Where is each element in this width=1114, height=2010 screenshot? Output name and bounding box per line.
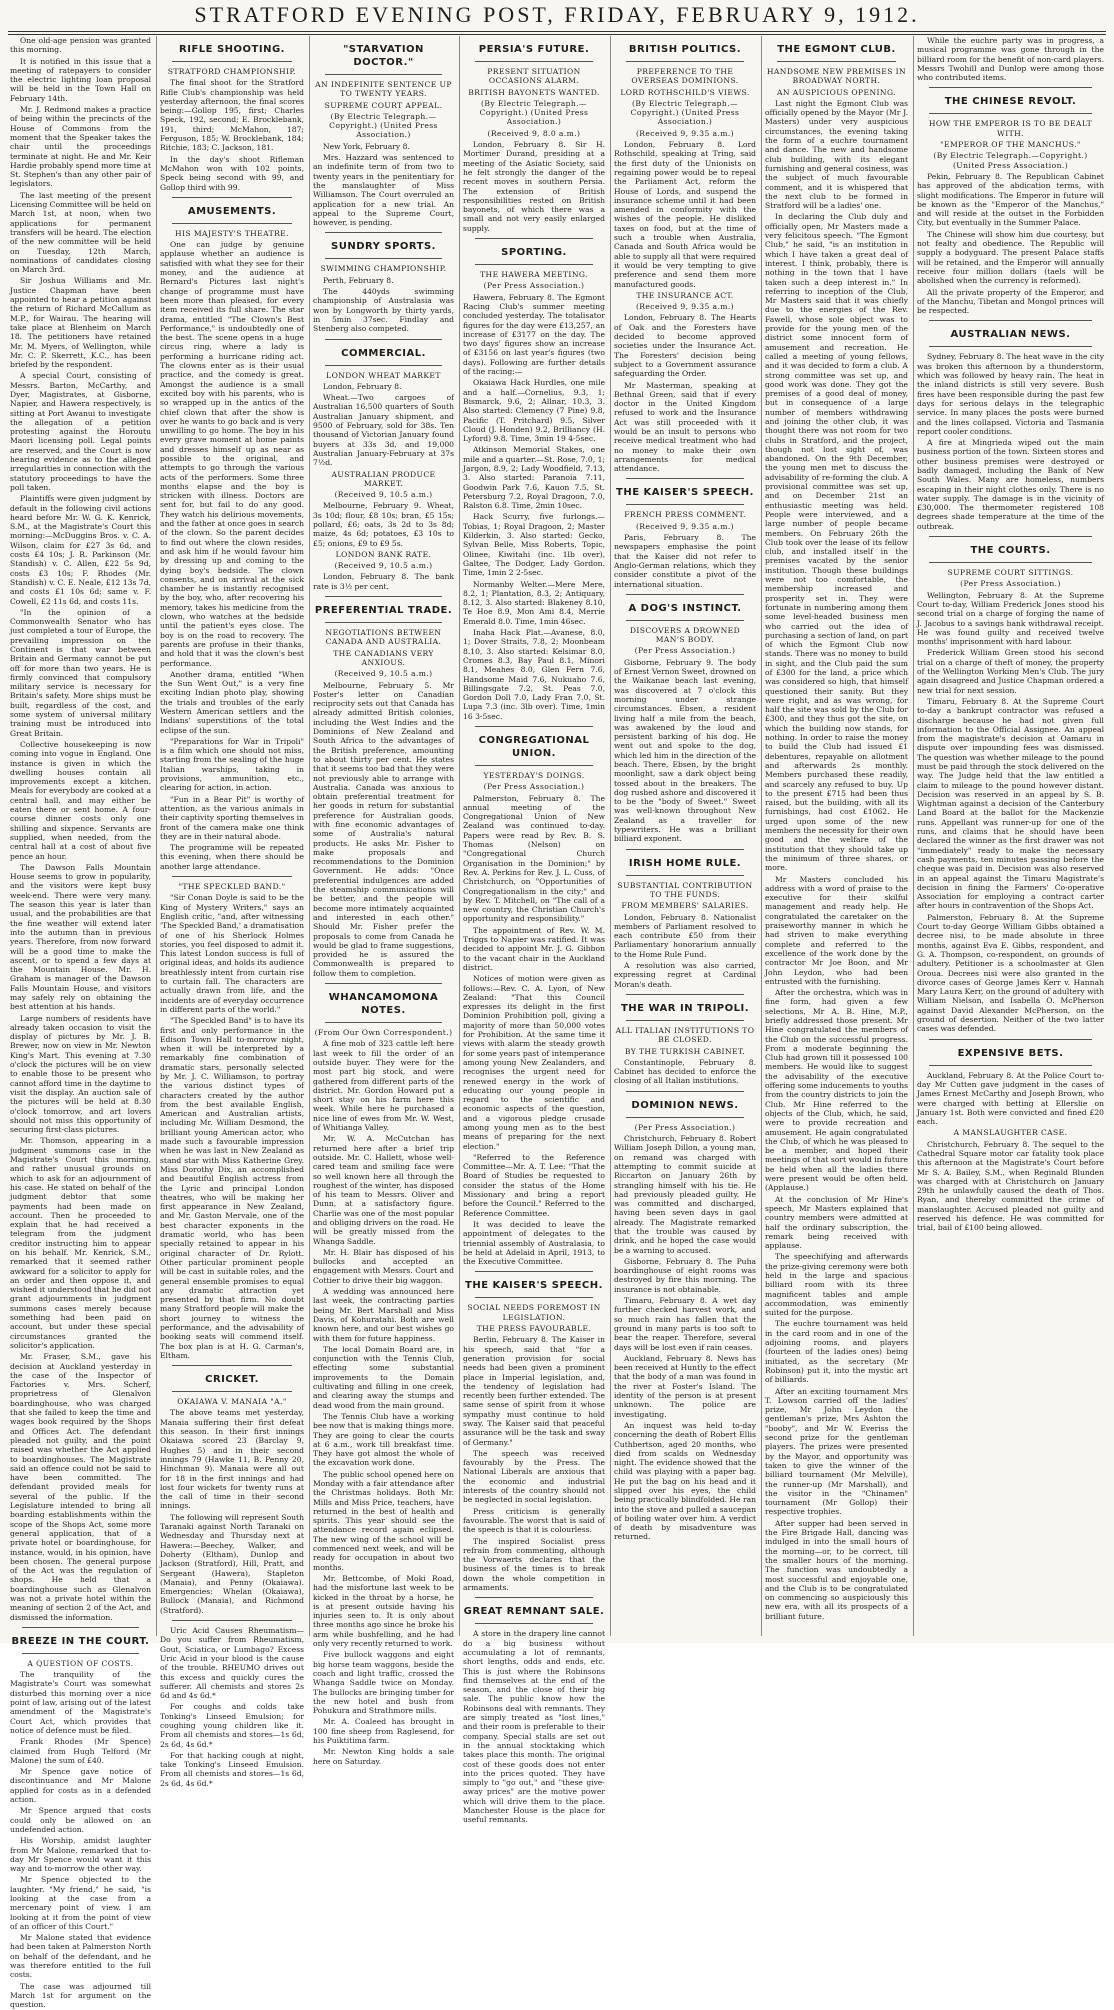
article-paragraph: London, February 8. Sir H. Mortimer Durand, presiding at a meeting of the Asiatic Society, said he felt strongly the danger of the recent moves in southern Persia. The extension of British responsibilities rested on British bayonets, of which there was a small and not very easily enlarged supply. bbox=[463, 140, 605, 233]
article-subhead: STRATFORD CHAMPIONSHIP. bbox=[167, 67, 297, 76]
article-subhead: SUPREME COURT SITTINGS. bbox=[947, 568, 1074, 578]
article-headline: AUSTRALIAN NEWS. bbox=[950, 329, 1071, 341]
section-rule bbox=[777, 61, 896, 62]
article-paragraph: Constantinople, February 8. Cabinet has decided to enforce the closing of all Italian institutions. bbox=[614, 1057, 756, 1086]
article-subhead: FRENCH PRESS COMMENT. bbox=[624, 510, 746, 520]
section-rule bbox=[626, 504, 744, 505]
article-paragraph: "Fun in a Bear Pit" is worthy of attention, as the various animals in their captivity sporting themselves in front of the camera make one think they are in their natural abode. bbox=[160, 794, 304, 841]
article-paragraph: "In the opinion of a Commonwealth Senator who has just completed a tour of Europe, the prevailing impression on the Continent is that war between Britain and Germany cannot be put off for more than two years. He is firmly convinced that compulsory military service is necessary for Britain's safety. More ships must be built, regardless of the cost, and some system of universal military training must be introduced into Great Britain. bbox=[10, 607, 151, 738]
section-rule bbox=[626, 620, 744, 621]
article-paragraph: Mr Malone stated that evidence had been taken at Palmerston North on behalf of the defendant, and he was therefore entitled to the full costs. bbox=[10, 1933, 151, 1980]
article-subhead: NEGOTIATIONS BETWEEN CANADA AND AUSTRALIA. bbox=[325, 628, 442, 647]
article-paragraph: Uric Acid Causes Rheumatism—Do you suffer from Rheumatism, Gout, Sciatica, or Lumbago? Excess Uric Acid in your blood is the cause of the trouble. RHEUMO drives out this excess and quickly cures the sufferer. All chemists and stores 2s 6d and 4s 6d.* bbox=[160, 1626, 304, 1701]
article-subhead: (Received 9, 10.5 a.m.) bbox=[334, 669, 433, 679]
article-subhead: DISCOVERS A DROWNED MAN'S BODY. bbox=[629, 625, 741, 645]
article-paragraph: Frederick William Green stood his second trial on a charge of theft of money, the property of the Wellington Working Men's Club. The jury again disagreed and Justice Chapman ordered a new trial for next session. bbox=[917, 648, 1104, 695]
article-paragraph: The speechifying and afterwards the prize-giving ceremony were both held in the large and spacious billiard room with its three magnificent tables and ample accommodation, was eminently suited for the purpose. bbox=[765, 1252, 908, 1318]
article-headline: IRISH HOME RULE. bbox=[628, 857, 742, 869]
article-headline: SUNDRY SPORTS. bbox=[331, 241, 436, 253]
column-1 bbox=[10, 36, 151, 2010]
article-paragraph: Normanby Welter.—Mere Mere, 8.2, 1; Plantation, 8.3, 2; Antiquary, 8.12, 3. Also started: Blakeney 8.10, Te Hoe 8.9, Mon Ami 8.4, Merrie Emerald 8.0. Time, 1min 46sec. bbox=[463, 579, 605, 626]
article-paragraph: Sir Joshua Williams and Mr. Justice Chapman have been appointed to hear a petition against the return of Richard McCallum as M.P., for Wairau. The hearing will take place at Blenheim on March 18. The petitioners have retained Mr. M. Myers, of Wellington, while Mr. C. P. Skerrett, K.C., has been briefed by the respondent. bbox=[10, 276, 151, 370]
article-paragraph: Frank Rhodes (Mr Spence) claimed from Hugh Telford (Mr Malone) the sum of £40. bbox=[10, 1737, 151, 1765]
article-paragraph: Wheat.—Two cargoes of Australian 16,500 quarters of South Australian January shipment, and 9500 of February, sold for 38s. Ten thousand of Victorian January found buyers at 33s 3d, and 19,000 Australian January-February at 37s 7½d. bbox=[313, 393, 454, 468]
article-paragraph: A fine mob of 323 cattle left here last week to fill the order of an outside buyer. They were for the most part big stock, and were gathered from different parts of the district. Mr. Gordon Howard put a short stay on his farm here this week. While here he purchased a nice line of ewes from Mr. W. West, of Whitianga Valley. bbox=[313, 1039, 454, 1133]
article-paragraph: The tranquility of the Magistrate's Court was somewhat disturbed this morning over a nice point of law, arising out of the latest amendment of the Magistrate's Court Act, which provides that notice of defence must be filed. bbox=[10, 1670, 151, 1735]
article-paragraph: A special Court, consisting of Messrs. Barton, McCarthy, and Dyer, Magistrates, at Gisborne, Napier, and Hawera respectively, is sitting at Port Awanui to investigate the allegation of a petition protesting against the Horoutu Maori licensing poll. Legal points are reserved, and the Court is now hearing evidence as to the alleged irregularities in connection with the statutory proceedings to have the poll taken. bbox=[10, 371, 151, 492]
article-subhead: (Per Press Association.) bbox=[960, 579, 1061, 589]
article-paragraph: Mr Spence gave notice of discontinuance and Mr Malone applied for costs as in a defended action. bbox=[10, 1767, 151, 1805]
article-subhead: (Per Press Association.) bbox=[634, 1122, 736, 1132]
article-paragraph: After an exciting tournament Mrs T. Lowson carried off the ladies' prize, Mr John Leydon the gentleman's prize, Mrs Ashton the "booby", and Mr W. Everiss the second prize for the gentleman players. The prizes were presented by the Mayor, and opportunity was taken to give the winner of the billiard tournament (Mr Melville), the runner-up (Mr Marshall), and the visitor in the "Chinamen" tournament (Mr Gollop) their respective trophies. bbox=[765, 1386, 908, 1517]
section-rule bbox=[22, 1627, 139, 1628]
article-subhead: (Received 9, 9.35 a.m.) bbox=[635, 128, 735, 138]
section-rule bbox=[929, 1065, 1092, 1066]
article-paragraph: A store in the drapery line cannot do a big business without accumulating a lot of remnants, short lengths, odds and ends, etc. This is just where the Robinsons find themselves at the end of the season, and the close of their big sale. The public know how the Robinsons deal with remnants. They are simply treated as "lost lines," and their room is preferable to their company. Special stalls are set out in the annual stocktaking which takes place this month. The original cost of these goods does not enter into the prices quoted. They have simply to "go out," and "these give-away prices" are the motive power which will drive them to the place. Manchester House is the place for useful remnants. bbox=[463, 1629, 605, 1825]
article-paragraph: Collective housekeeping is now coming into vogue in England. One instance is given in which the dwelling houses contain all improvements except a kitchen. Meals for everybody are cooked at a central hall, and may either be eaten there or sent home. A four-course dinner costs only one shilling and sixpence. Servants are supplied, when needed, from the central hall at a cost of about five pence an hour. bbox=[10, 739, 151, 861]
article-paragraph: The inspired Socialist press refrain from commenting, although the Vorwaerts declares that the business of the times is to break down the whole competition in armaments. bbox=[463, 1536, 605, 1593]
article-paragraph: London, February 8. Nationalist members of Parliament resolved to each contribute £50 from their Parliamentary honorarium annually to the Home Rule Fund. bbox=[614, 912, 756, 959]
article-paragraph: Sydney, February 8. The heat wave in the city was broken this afternoon by a thunderstorm, which was followed by heavy rain. The heat in the inland districts is still very severe. Bush fires have been responsible during the past few days for serious delays in the telegraphic service. In many places the posts were burned and the lines collapsed. Victoria and Tasmania report cooler conditions. bbox=[917, 352, 1104, 436]
article-subhead: (By Electric Telegraph.—Copyright.) (United Press Association.) bbox=[933, 151, 1088, 170]
column-4 bbox=[463, 36, 605, 1825]
article-headline: AMUSEMENTS. bbox=[187, 205, 277, 217]
section-rule bbox=[325, 232, 442, 233]
article-paragraph: Mrs. Hazzard was sentenced to an indefinite term of from two to twenty years in the penitentiary for the manslaughter of Miss Williamson. The Court overruled an application for a new trial. An appeal to the Supreme Court, however, is pending. bbox=[313, 153, 454, 228]
article-paragraph: The case was adjourned till March 1st for argument on the question. bbox=[10, 1981, 151, 2010]
article-subhead: THE HAWERA MEETING. bbox=[480, 270, 588, 280]
section-rule bbox=[172, 223, 292, 224]
section-rule bbox=[325, 1022, 442, 1023]
article-headline: PERSIA'S FUTURE. bbox=[478, 44, 590, 55]
section-rule bbox=[325, 339, 442, 340]
article-subhead: SUBSTANTIAL CONTRIBUTION TO THE FUNDS. bbox=[617, 880, 753, 899]
article-paragraph: Hawera, February 8. The Egmont Racing Club's summer meeting concluded yesterday. The totalisator figures for the day were £13,257, an increase of £3177 on the day. The two days' figures show an increase of £3156 on last year's figures (two days). Following are further details of the racing:— bbox=[463, 292, 605, 377]
article-paragraph: The public school opened here on Monday with a fair attendance after the Christmas holidays. Both Mr. Mills and Miss Price, teachers, have returned in the best of health and spirits. This year should see the attendance record again eclipsed. The new wing of the school will be commenced next week, and will be ready for occupation in about two months. bbox=[313, 1469, 454, 1572]
article-paragraph: "Sir Conan Doyle is said to be the King of Mystery Writers," says an English critic, "and, after witnessing 'The Speckled Band,' a dramatisation of one of his Sherlock Holmes stories, you feel disposed to admit it. This latest London success is full of original ideas, and holds its audience breathlessly intent from curtain rise to curtain fall. The characters are actually drawn from life, and the incidents are of everyday occurrence in different parts of the world." bbox=[160, 893, 304, 1014]
article-subhead: BY THE TURKISH CABINET. bbox=[624, 1046, 746, 1056]
article-subhead: THE CANADIANS VERY ANXIOUS. bbox=[333, 648, 434, 667]
article-paragraph: The Tennis Club have a working bee now that is making things more. They are going to clear the courts at 6 a.m., work till breakfast time. They have got almost the whole of the excavation work done. bbox=[313, 1411, 454, 1468]
article-subhead: AN INDEFINITE SENTENCE UP TO TWENTY YEARS. bbox=[315, 80, 452, 99]
article-paragraph: Another drama, entitled "When the Sun Went Out," is a very fine exciting Indian photo play, showing the trials and troubles of the early Western American settlers and the Indians' superstitions of the total eclipse of the sun. bbox=[160, 669, 304, 735]
article-paragraph: The speech was received favourably by the Press. The National Liberals are anxious that the economic and industrial interests of the country should not be neglected in social legislation. bbox=[463, 1448, 605, 1505]
section-rule bbox=[325, 983, 442, 984]
article-paragraph: Inaha Hack Plat.—Avanese, 8.0, 1; Dover Straits, 7.8, 2; Moonbeam 8.10, 3. Also started: Kelsimar 8.0, Cromes 8.3, Bay Paul 8.1, Minori 8.1, Meahes 8.0, Glen Fern 7.6, Handsome Maid 7.6, Nukuaho 7.6, Billingsgate 7.2, St. Peas 7.0, Gordon Doll 7.0, Lady Fran 7.0, St. Lupa 7.3 (inc. 3lb over). Time, 1min 16 3-5sec. bbox=[463, 628, 605, 721]
article-paragraph: Last night the Egmont Club was officially opened by the Mayor (Mr J. Masters) under very auspicious circumstances, the evening taking the form of a euchre tournament and dance. The new and handsome club building, with its elegant furnishing and general cosiness, was the subject of much favourable comment, and it is whispered that the next club to be formed in Stratford will be a ladies' one. bbox=[765, 98, 908, 211]
article-paragraph: Mr Spence argued that costs could only be allowed on an undefended action. bbox=[10, 1806, 151, 1834]
article-paragraph: It was decided to leave the appointment of delegates to the triennial assembly of Australasia, to be held at Adelaid in April, 1913, to the Executive Committee. bbox=[463, 1219, 605, 1267]
section-rule bbox=[172, 197, 292, 198]
masthead-rule-lower bbox=[8, 34, 1106, 35]
article-paragraph: Berlin, February 8. The Kaiser in his speech, said that "for a generation provision for social needs had been given a prominent place in Imperial legislation, and, the tendency of legislation had recently been further extended. The same sense of spirit from it whose sympathy must continue to hold sway. The Kaiser said that peaceful assurance will be the task and sway of Germany." bbox=[463, 1335, 605, 1447]
article-paragraph: Large numbers of residents have already taken occasion to visit the display of pictures by Mr. J. B. Brewer, now on view in Mr. Newton King's Mart. This evening at 7.30 o'clock the pictures will be on view to enable those to be present who cannot afford time in the daytime to visit the display. An auction sale of the pictures will be held at 8.30 o'clock tomorrow, and art lovers should not miss this opportunity of securing first-class pictures. bbox=[10, 1013, 151, 1135]
article-subhead: SOCIAL NEEDS FOREMOST IN LEGISLATION. bbox=[467, 1303, 601, 1322]
article-headline: EXPENSIVE BETS. bbox=[957, 1047, 1064, 1059]
article-paragraph: Mr. J. Redmond makes a practice of being within the precincts of the House of Commons from the moment that the Speaker takes the chair until the proceedings terminate at night. He and Mr. Keir Hardie probably spend more time at St. Stephen's than any other pair of legislators. bbox=[10, 105, 151, 189]
article-headline: DOMINION NEWS. bbox=[631, 1099, 739, 1111]
article-headline: BREEZE IN THE COURT. bbox=[11, 1635, 150, 1647]
article-paragraph: Mr. A. Coaleed has brought in 100 fine sheep from Raglesend, for his Puiktitima farm. bbox=[313, 1717, 454, 1746]
article-subhead: (Received 9, 9.35 a.m.) bbox=[635, 302, 735, 312]
article-paragraph: Timaru, February 8. At the Supreme Court to-day a bankrupt contractor was refused a discharge because he had not given full information to the Official Assignee. An appeal from the magistrate's decision at Oamaru in dispute over impounding fees was dismissed. The question was whether mileage to the pound must be paid through the stock delivered on the way. The Judge held that the law entitled a claim to mileage to the pound however distant. Decision was reserved in an appeal by S. B. Wightman against a decision of the Canterbury Land Board at the ballot for the Mackenzie runs. Appellant was runner-up for one of the runs, and claims that he should have been declared the winner as the first drawer was not "immediately" ready to make the necessary cash payments, ten minutes passing before the cheque was paid in. Decision was also reserved in an appeal against the Timaru Magistrate's decision in fining the Farmers' Co-operative Association for employing a contract carter after hours in contravention of the Shops Act. bbox=[917, 696, 1104, 911]
article-headline: THE EGMONT CLUB. bbox=[777, 44, 896, 55]
article-subhead: HANDSOME NEW PREMISES IN BROADWAY NORTH. bbox=[766, 67, 907, 86]
article-subhead: AN AUSPICIOUS OPENING. bbox=[777, 87, 896, 97]
section-rule bbox=[626, 1091, 744, 1092]
article-subhead: "EMPEROR OF THE MANCHUS." bbox=[940, 140, 1081, 150]
column-divider bbox=[459, 36, 460, 1636]
article-paragraph: Press criticism is generally favourable. The worst that is said of the speech is that it is colourless. bbox=[463, 1506, 605, 1535]
article-headline: GREAT REMNANT SALE. bbox=[463, 1606, 605, 1618]
article-paragraph: Hack Scurry, five furlongs.—Tobias, 1; Royal Dragoon, 2; Master Kilderkin, 3. Also started: Gecko, Sylvan Belle, Miss Roberts, Topic, Olinee, Kiwitahi (inc. 1lb over), Galtee, The Dodger, Lady Gordon. Time, 1min 2 2-5sec. bbox=[463, 512, 605, 578]
article-subhead: HIS MAJESTY'S THEATRE. bbox=[175, 228, 289, 238]
section-rule bbox=[475, 726, 593, 727]
article-paragraph: Paris, February 8. The newspapers emphasise the point that the Kaiser did not refer to Anglo-German relations, which they consider constitute a pivot of the international situation. bbox=[614, 533, 756, 589]
article-paragraph: London, February 8. The bank rate is 3½ per cent. bbox=[313, 572, 454, 591]
section-rule bbox=[929, 346, 1092, 347]
article-subhead: PRESENT SITUATION OCCASIONS ALARM. bbox=[487, 67, 581, 86]
article-paragraph: An inquest was held to-day concerning the death of Robert Ellis Cuthbertson, aged 20 months, who died from scalds on Wednesday night. The evidence showed that the child was playing with a paper bag. He put the bag on his head and it slipped over his eyes, the child being practically blindfolded. He ran into the stove and pulled a saucepan of boiling water over him. A verdict of death by misadventure was returned. bbox=[614, 1420, 756, 1542]
section-rule bbox=[325, 622, 442, 623]
article-subhead: SWIMMING CHAMPIONSHIP. bbox=[320, 264, 447, 274]
article-paragraph: "Referred to the Reference Committee—Mr. A. T. Lee: "That the Board of Studies be requested to consider the status of the Home Missionary and bring a report before the Council." Referred to the Reference Committee. bbox=[463, 1152, 605, 1218]
article-paragraph: His Worship, amidst laughter from Mr Malone, remarked that to-day Mr Spence would want it this way and to-morrow the other way. bbox=[10, 1836, 151, 1874]
article-subhead: (Per Press Association.) bbox=[483, 782, 585, 792]
article-paragraph: Pekin, February 8. The Republican Cabinet has approved of the abdication terms, with slight modifications. The Emperor in future will be known as the "Emperor of the Manchus," and will reside at the outset in the Forbidden City, but eventually in the Summer Palace. bbox=[917, 171, 1104, 228]
article-headline: THE WAR IN TRIPOLI. bbox=[620, 1002, 750, 1014]
article-subhead: (By Electric Telegraph.—Copyright.) (United Press Association.) bbox=[630, 98, 740, 127]
section-rule bbox=[172, 1391, 292, 1392]
article-paragraph: The 440yds swimming championship of Australasia was won by Longworth by thirty yards, in 5min 37sec. Findlay and Stenberg also competed. bbox=[313, 287, 454, 334]
section-rule bbox=[325, 74, 442, 75]
article-headline: BRITISH POLITICS. bbox=[628, 44, 742, 55]
section-rule bbox=[929, 1039, 1092, 1040]
article-paragraph: Gisborne, February 8. The Puha boardinghouse of eight rooms was destroyed by fire this morning. The insurance is not obtainable. bbox=[614, 1256, 756, 1294]
section-rule bbox=[475, 1271, 593, 1272]
article-paragraph: Mr. Bettcombe, of Moki Road, had the misfortune last week to be kicked in the throat by a horse, he is at present outside having his injuries seen to. It is only about three months ago since he broke his arm while bushfelling, and he had only very recently returned to work. bbox=[313, 1573, 454, 1649]
article-paragraph: The programme will be repeated this evening, when there should be another large attendance. bbox=[160, 843, 304, 871]
section-rule bbox=[325, 596, 442, 597]
section-rule bbox=[172, 61, 292, 62]
article-paragraph: A resolution was also carried, expressing regret at Cardinal Moran's death. bbox=[614, 961, 756, 989]
section-rule bbox=[929, 562, 1092, 563]
section-rule bbox=[475, 238, 593, 239]
article-paragraph: Five bullock waggons and eight big horse team waggons, beside the coach and light traffic, crossed the Whanga Saddle twice on Monday. The bullocks are bringing timber for the new hotel and bush from Pohukura and Strathmore mills. bbox=[313, 1650, 454, 1716]
article-headline: COMMERCIAL. bbox=[341, 347, 426, 359]
article-paragraph: Plaintiffs were given judgment by default in the following civil actions heard before Mr. W. G. K. Kenrick, S.M., at the Magistrate's Court this morning:—McDuggins Bros. v. C. A. Wilson, claim for £27 3s 6d, and costs £4 10s; J. R. Parkinson (Mr. Standish) v. C. Allen, £22 5s 9d, costs £3 10s; F. Rhodes (Mr. Standish) v. C. E. Neale, £12 13s 7d, and costs £1 10s 6d; same v. F. Cowell, £2 11s 6d, and costs 11s. bbox=[10, 494, 151, 606]
article-paragraph: While the euchre party was in progress, a musical programme was gone through in the billiard room for the benefit of non-card players. Messrs Twohill and Dunlop were among those who contributed items. bbox=[917, 36, 1104, 83]
section-rule bbox=[626, 478, 744, 479]
masthead: STRATFORD EVENING POST, FRIDAY, FEBRUARY 9, 1912. bbox=[194, 2, 920, 27]
section-rule bbox=[626, 994, 744, 995]
article-paragraph: Mr. H. Blair has disposed of his bullocks and accepted an engagement with Messrs. Court and Cottier to drive their big waggon. bbox=[313, 1247, 454, 1285]
article-subhead: HOW THE EMPEROR IS TO BE DEALT WITH. bbox=[928, 119, 1093, 138]
article-paragraph: Atkinson Memorial Stakes, one mile and a quarter.—St. Rose, 7.0, 1; Jargon, 8.9, 2; Lady Woodfield, 7.13, 3. Also started: Paranoia 7.11, Goodwin Park 7.6, Kauon 7.5, St. Petersburg 7.2, Royal Dragoon, 7.0, Ralston 6.8. Time, 2min 10sec. bbox=[463, 445, 605, 511]
article-paragraph: Palmerston, February 8. The annual meeting of the Congregational Union of New Zealand was continued to-day. Papers were read by Rev. B. S. Thomas (Nelson) on "Congregational Church Organisation in the Dominion;" by Rev. A. Perkins for Rev. J. L. Cuss, of Christchurch, on "Opportunities of Congregationalism in the city;" and by Rev. T. Mitchell, on "The call of a new country, the Christian Church's opportunity and responsibility." bbox=[463, 793, 605, 924]
section-rule bbox=[172, 1365, 292, 1366]
article-subhead: FROM MEMBERS' SALARIES. bbox=[621, 901, 749, 911]
article-subhead: LONDON BANK RATE. bbox=[335, 549, 432, 559]
section-rule bbox=[626, 1020, 744, 1021]
article-paragraph: London, February 8. The Hearts of Oak and the Foresters have decided to become approved societies under the Insurance Act. The Foresters' decision being subject to a Government assurance safeguarding the Order. bbox=[614, 313, 756, 379]
article-paragraph: Perth, February 8. bbox=[323, 275, 394, 285]
article-paragraph: Timaru, February 8. A wet day further checked harvest work, and so much rain has fallen that the ground in many parts is too soft to bear the reaper. Therefore, several days will be lost even if rain ceases. bbox=[614, 1296, 756, 1352]
section-rule bbox=[626, 875, 744, 876]
column-6 bbox=[765, 36, 908, 1636]
article-paragraph: The last meeting of the present Licensing Committee will be held on March 1st, at noon, when two applications for permanent transfers will be heard. The election of the new committee will be held on Tuesday, 12th March, nominations of candidates closing on March 3rd. bbox=[10, 190, 151, 275]
article-headline: CONGREGATIONAL UNION. bbox=[478, 735, 590, 759]
article-subhead: THE INSURANCE ACT. bbox=[636, 290, 734, 300]
article-paragraph: Auckland, February 8. At the Police Court to-day Mr Cutten gave judgment in the cases of James Ernest McCarthy and Joseph Brown, who were charged with betting at Ellerslie on January 1st. Both were convicted and fined £20 each. bbox=[917, 1070, 1104, 1127]
article-paragraph: Mr. Fraser, S.M., gave his decision at Auckland yesterday in the case of the Inspector of Factories v. Mrs. Scherf, proprietress of Glenalvon boardinghouse, who was charged that she failed to keep the time and wages book required by the Shops and Offices Act. The defendant pleaded not guilty, and the point raised was whether the Act applied to boardinghouses. The Magistrate said an offence could not be said to have been committed. The defendant provided meals for several of the public. If the Legislature intended to bring all boarding establishments within the scope of the Shops Act, some more general application, that of a private hotel or boardinghouse, for instance, would, in his opinion, have been chosen. The general purpose of the Act was the regulation of shops. He held that a boardinghouse such as Glenalvon was not a private hotel within the meaning of section 2 of the Act, and dismissed the information. bbox=[10, 1352, 151, 1622]
article-paragraph: Christchurch, February 8. Robert William Joseph Dillon, a young man, on remand was charged with attempting to commit suicide at Riccarton on January 26th by strangling himself with his tie. He had previously pleaded guilty. He was committed and discharged, having been seven days in gaol already. The Magistrate remarked that the trouble was caused by drink, and he hoped the case would be a warning to accused. bbox=[614, 1134, 756, 1255]
masthead-rule bbox=[8, 31, 1106, 32]
section-rule bbox=[172, 1620, 292, 1621]
article-paragraph: London, February 8. bbox=[323, 381, 402, 391]
article-paragraph: Mr. Newton King holds a sale here on Saturday. bbox=[313, 1747, 454, 1766]
article-paragraph: Notices of motion were given as follows:—Rev. C. A. Lyon, of New Zealand: "That this Council expresses its delight in the first Dominion Prohibition poll, giving a majority of more than 50,000 votes for Prohibition. At the same time it views with alarm the steady growth for some years past of intemperance among young New Zealanders, and recognises the urgent need for renewed energy in the work of educating our young people in regard to the scientific and economic aspects of the question, and a vigorous pledge crusade among young men as to the best means of preparing for the next election." bbox=[463, 974, 605, 1151]
article-subhead: YESTERDAY'S DOINGS. bbox=[483, 771, 585, 780]
article-subhead: AUSTRALIAN PRODUCE MARKET. bbox=[331, 469, 436, 488]
section-rule bbox=[626, 849, 744, 850]
article-paragraph: The appointment of Rev. W. M. Triggs to Napier was ratified. It was decided to appoint Mr. J. G. Gibbon to the vacant chair in the Auckland district. bbox=[463, 925, 605, 972]
article-paragraph: In declaring the Club duly and officially open, Mr Masters made a very felicitous speech. "The Egmont Club," he said, "is an institution in which I have taken a great deal of interest. I think, probably, there is nothing in the town that I have taken such a deep interest in." In referring to inception of the Club, Mr Masters said that it was chiefly due to the energies of the Rev. Fawell, whose sole object was to provide for the young men of the district some innocent form of amusement and recreation. He called a meeting of young fellows, and it was decided to form a club. A strong committee was set up, and good work was done. They got the premises of a good deal of money, but in consequence of a large number of members withdrawing and joining the other club, it was thought there was not room for two clubs in Stratford, and the project, though not lost sight of, was abandoned. On the 9th December, the young men met to discuss the advisability of re-forming the club. A provisional committee was set up, and on December 21st an enthusiastic meeting was held. People were interviewed, and a large number of people became members. On February 26th the Club took over the lease of its fellow club, and installed itself in the premises vacated by the senior institution. Though these buildings were not too comfortable, the membership increased and prosperity set in. They were fortunate in numbering among them some level-headed business men who carried out the idea of purchasing a section of land, on part of which the Egmont Club now stands. There was no money to build in sight, and the Club paid the sum of £300 for the land, a price which was considered so high, that himself questioned their sanity. But they were right, and as was wrong, for half the site was sold by the Club for £300, and they thus got the site, on which the building now stands, for nothing. In order to raise the money to build the Club had issued £1 debentures, repayable on allotment and afterwards 2s monthly. Members purchased these readily, and scarcely any refused to buy. Up to the present £715 had been thus raised, but the building, with all its furnishings, had cost £1062. He urged upon some of the new members the necessity for their own good and the welfare of the institution that they should take up the minimum of three shares, or more. bbox=[765, 212, 908, 873]
article-paragraph: One can judge by genuine applause whether an audience is satisfied with what they see for their money, and the audience at Bernard's Pictures last night's change of programme must have been more than pleased, for every item received its full share. The star drama, entitled "The Clown's Best Performance," is undoubtedly one of the best. The scene opens in a huge circus ring, where a lady is performing a hurricane riding act. The clowns enter as is their usual practice, and the comedy is great. Amongst the audience is a small excited boy with his parents, who is so wrapped up in the antics of the chief clown that after the show is over he wants to go back and is very unwilling to go home. The boy in his every grave moment at home paints and dresses himself up as near as possible to the original, and attempts to go through the various acts of the performers. Some three months elapse and the boy is stricken with illness. Doctors are sent for, but fail to do any good. They watch his delirious movements, and the father at once goes in search of the clown. So the parent decides to find out where the clown resides, and ask him if he would favour him by dressing up and coming to the dying boy's bedside. The clown consents, and on arrival at the sick chamber he is instantly recognised by the boy, who, after recovering his memory, takes his medicine from the clown, who watches at the bedside until the patient's eyes close. The boy is on the road to recovery. The parents are profuse in their thanks, and hold that it was the clown's best performance. bbox=[160, 240, 304, 668]
article-paragraph: The Dawson Falls Mountain House seems to grow in popularity, and the visitors were kept busy week-end. There were very many. The season this year is later than usual, and the probabilities are that the fine weather will extend later into the autumn than in previous years. Therefore, from now forward will be a good time to make the ascent, or to spend a few days at the Mountain House. Mr. H. Graham is manager of the Dawson Falls Mountain House, and visitors may safely rely on obtaining the best attention at his hands. bbox=[10, 862, 151, 1012]
article-subhead: (Received 9, 9.35 a.m.) bbox=[635, 521, 735, 531]
article-paragraph: A wedding was announced here last week, the contracting parties being Mr. Bert Marshall and Miss Davis, of Kohuratahi. Both are well known here, and our best wishes go with them for future happiness. bbox=[313, 1287, 454, 1343]
column-5 bbox=[614, 36, 756, 1636]
article-paragraph: "Preparations for War in Tripoli" is a film which one should not miss, starting from the sealing of the huge Italian warships, taking in provisions, ammunition, etc., clearing for action, in action. bbox=[160, 736, 304, 793]
article-paragraph: Okaiawa Hack Hurdles, one mile and a half.—Cornelius, 9.3, 1; Bismarck, 9.6, 2; Allnar, 10.3, 3. Also started: Clemency (7 Pine) 9.8, Pacific (T. Pritchard) 9.5, Silver Cloud (J. Honden) 9.2, Brilliancy (H. Lyford) 9.8. Time, 3min 19 4-5sec. bbox=[463, 378, 605, 444]
article-paragraph: Mr Spence objected to the laughter. "My friend," he said, "is looking at the case from a mercenary point of view. I am looking at it from the point of view of an officer of this Court." bbox=[10, 1875, 151, 1931]
section-rule bbox=[475, 1597, 593, 1598]
article-subhead: THE PRESS FAVOURABLE. bbox=[476, 1324, 592, 1334]
section-rule bbox=[475, 1623, 593, 1624]
section-rule bbox=[172, 876, 292, 877]
article-paragraph: After the orchestra, which was in fine form, had given a few selections, Mr A. B. Hine, M.P., briefly addressed those present. Mr Hine congratulated the members of the Club on the successful progress. From a moderate beginning the Club had grown till it possessed 100 members. He would like to suggest the advisability of the executive offering some inducements to youths from the country districts to join the Club. Mr Hine referred to the objects of the Club, which, he said, were to provide recreation and amusement. He again congratulated the Club, of which he was pleased to be a member, and hoped their meetings of that sort would in future be held when all the ladies there were present would be often held. (Applause.) bbox=[765, 988, 908, 1193]
article-subhead: "THE SPECKLED BAND." bbox=[178, 882, 286, 892]
article-paragraph: Melbourne, February 9. Wheat, 3s 10d; flour, £8 10s; bran, £5 15s; pollard, £6; oats, 3s 2d to 3s 8d; maize, 4s 6d; potatoes, £3 10s to £5; onions, £9 to £9 5s. bbox=[313, 501, 454, 548]
article-subhead: LONDON WHEAT MARKET bbox=[326, 370, 441, 380]
article-paragraph: Palmerston, February 8. At the Supreme Court to-day George William Gibbs obtained a decree nisi, to be made absolute in three months, against Eva E. Gibbs, respondent, and G. A. Thompson, co-respondent, on grounds of adultery. Petitioner is a schoolmaster at Glen Oroua. Decrees nisi were also granted in the divorce cases of George James Kerr v. Hannah Mary Laura Kerr, on the ground of adultery with William Nielson, and Isabella O. McPherson against David Alexander McPherson, on the ground of desertion. Neither of the two latter cases was defended. bbox=[917, 912, 1104, 1034]
article-paragraph: A fire at Mingrieda wiped out the main business portion of the town. Sixteen stores and other business premises were destroyed or badly damaged, including the Bank of New South Wales. Many are homeless, numbers escaping in their night clothes only. There is no water supply. The damage is in the vicinity of £30,000. The thermometer registered 108 degrees shade temperature at the time of the outbreak. bbox=[917, 438, 1104, 531]
article-paragraph: Mr. Thomson, appearing in a judgment summons case in the Magistrate's Court this morning, and rather unusual grounds on which to ask for an adjournment of his case. He stated on behalf of the judgment debtor that some payments had been made on account. Then he proceeded to explain that he had received a telegram from the judgment creditor instructing him to appear on his behalf. Mr. Kenrick, S.M., remarked that it seemed rather awkward for a solicitor to apply for an order and then oppose it, and wished it understood that he did not grant adjournments in judgment summons cases merely because something had been paid on account, but under these special circumstances granted the solicitor's application. bbox=[10, 1136, 151, 1350]
article-headline: "STARVATION DOCTOR." bbox=[343, 44, 424, 68]
column-2 bbox=[160, 36, 304, 1788]
article-paragraph: Mr Masterman, speaking at Bethnal Green, said that if every doctor in the United Kingdom refused to work and the Insurance Act was still proceeded with it would be an insult to persons who receive medical treatment who had no money to make their own arrangements for medical attendance. bbox=[614, 380, 756, 474]
article-paragraph: At the conclusion of Mr Hine's speech, Mr Masters explained that country members were admitted at half the ordinary subscription, the remark being received with applause. bbox=[765, 1194, 908, 1251]
section-rule bbox=[929, 87, 1092, 88]
section-rule bbox=[929, 536, 1092, 537]
column-divider bbox=[913, 36, 914, 1636]
article-paragraph: New York, February 8. bbox=[323, 141, 410, 151]
article-subhead: (Received 9, 8.0 a.m.) bbox=[487, 128, 581, 138]
article-paragraph: The local Domain Board are, in conjunction with the Tennis Club, effecting some substantial improvements to the Domain cultivating and filling in one creek, and clearing away the stumps and dead wood from the main ground. bbox=[313, 1344, 454, 1410]
article-headline: THE COURTS. bbox=[970, 545, 1051, 557]
article-subhead: (Received 9, 10.5 a.m.) bbox=[334, 490, 433, 500]
column-7 bbox=[917, 36, 1104, 1636]
column-divider bbox=[761, 36, 762, 1636]
article-paragraph: It is notified in this issue that a meeting of ratepayers to consider the electric lighting loan proposal will be held in the Town Hall on February 14th. bbox=[10, 56, 151, 103]
article-subhead: ALL ITALIAN INSTITUTIONS TO BE CLOSED. bbox=[615, 1025, 755, 1045]
article-headline: THE CHINESE REVOLT. bbox=[944, 96, 1077, 108]
article-paragraph: Auckland, February 8. News has been received at Huntly to the effect that the body of a man was found in the river at Foster's Island. The identity of the person is at present unknown. The police are investigating. bbox=[614, 1353, 756, 1419]
article-subhead: SUPREME COURT APPEAL. bbox=[324, 100, 443, 110]
article-paragraph: The following will represent South Taranaki against North Taranaki on Wednesday and Thursday next at Hawera:—Beechey, Walker, and Doherty (Eltham), Dunlop and Jackson (Stratford), Hill, Pratt, and Sergeant (Hawera), Stapleton (Manaia), and Penny (Okaiawa). Emergencies: Whelan (Okaiawa), Bullock (Manaia), and Richmond (Stratford). bbox=[160, 1512, 304, 1615]
article-subhead: (By Electric Telegraph.—Copyright.) (United Press Association.) bbox=[329, 111, 438, 140]
section-rule bbox=[626, 594, 744, 595]
section-rule bbox=[626, 61, 744, 62]
article-subhead: (Received 9, 10.5 a.m.) bbox=[334, 561, 433, 571]
article-paragraph: The euchre tournament was held in the card room and in one of the adjoining rooms, and players (fourteen of the ladies ones) being initiated, as the secretary (Mr Robinson) put it, into the mystic art of billiards. bbox=[765, 1319, 908, 1385]
article-paragraph: "The Speckled Band" is to have its first and only performance in the Edison Town Hall to-morrow night, when it will be interpreted by a remarkably fine combination of dramatic stars, personally selected by Mr. J. C. Williamson, to portray the various distinct types of characters created by the author from the best available English, American and Australian artists, including Mr. William Desmond, the brilliant young American actor, who made such a favourable impression when he was last in New Zealand as stand star with Miss Katherine Grey. Miss Dorothy Dix, an accomplished and beautiful English actress from the Lyric and principal London theatres, who will be making her first appearance in New Zealand, and Mr. Gaston Mervale, one of the best character exponents in the dramatic world, who has been specially retained to appear in his original character of Dr. Rylott. Other particular prominent people will be cast in suitable roles, and the general ensemble promises to equal any dramatic attraction yet presented by that firm. No doubt many Stratford people will make the short journey to witness the performance, and the advisability of booking seats will commend itself. The box plan is at H. G. Carman's, Eltham. bbox=[160, 1016, 304, 1360]
article-subhead: LORD ROTHSCHILD'S VIEWS. bbox=[620, 87, 750, 97]
article-paragraph: In the day's shoot Rifleman McMahon won with 102 points, Speck being second with 99, and Gollop third with 99. bbox=[160, 154, 304, 192]
article-paragraph: Wellington, February 8. At the Supreme Court to-day, William Frederick Jones stood his second trial on a charge of forging the name of J. Jacobus to a savings bank withdrawal receipt. He was found guilty and received twelve months' imprisonment with hard labour. bbox=[917, 590, 1104, 647]
article-subhead: BRITISH BAYONETS WANTED. bbox=[468, 87, 600, 97]
article-headline: A DOG'S INSTINCT. bbox=[628, 602, 742, 614]
section-rule bbox=[475, 264, 593, 265]
article-subhead: (From Our Own Correspondent.) bbox=[314, 1028, 453, 1038]
article-paragraph: All the private property of the Emperor, and of the Manchu, Tibetan and Mongol princes will be respected. bbox=[917, 287, 1104, 316]
article-paragraph: Mr. W. A. McCutchan has returned here after a brief trip outside. Mr. C. Hallett, whose well-cared team and smiling face were so well known here all through the roughest of the winter, has disposed of his team to Messrs. Oliver and Dunn, at a satisfactory figure. Charlie was one of the most popular and obliging drivers on the road. He will be greatly missed from the Whanga Saddle. bbox=[313, 1134, 454, 1246]
article-headline: PREFERENTIAL TRADE. bbox=[314, 605, 453, 617]
article-headline: THE KAISER'S SPEECH. bbox=[465, 1280, 603, 1292]
article-headline: THE KAISER'S SPEECH. bbox=[616, 487, 754, 499]
article-paragraph: One old-age pension was granted this morning. bbox=[10, 36, 151, 55]
section-rule bbox=[475, 61, 593, 62]
article-headline: SPORTING. bbox=[501, 247, 567, 259]
section-rule bbox=[475, 765, 593, 766]
article-subhead: (Per Press Association.) bbox=[483, 281, 585, 291]
section-rule bbox=[475, 1297, 593, 1298]
section-rule bbox=[325, 365, 442, 366]
article-paragraph: Gisborne, February 9. The body of Ernest Vernon Sweet, drowned on the Waikanae beach last evening, was discovered at 7 o'clock this morning under strange circumstances. Ebsen, a resident living half a mile from the beach, was awakened by the loud and persistent barking of his dog. He went out and spoke to the dog, which led him in the direction of the beach. There, Ebsen, by the bright moonlight, saw a dark object being tossed about in the breakers. The dog rushed ashore and discovered it to be the "body of Sweet." Sweet was well-known throughout New Zealand as a traveller for typewriters. He was a brilliant billiard exponent. bbox=[614, 657, 756, 844]
article-paragraph: The final shoot for the Stratford Rifle Club's championship was held yesterday afternoon, the final scores being:—Gollop 195, first; Charles Speck, 192, second; E. Brocklebank, 191, third; McMahon, 187; Ferguson, 185; W. Brocklebank, 184; Ritchie, 183; C. Jackson, 181. bbox=[160, 78, 304, 153]
article-paragraph: Christchurch, February 8. The sequel to the Cathedral Square motor car fatality took place this afternoon at the Magistrate's Court before Mr S. A. Bailey, S.M., when Reginald Blunden was charged with at Christchurch on January 29th he unlawfully caused the death of Thos. Ryan, and thereby committed the crime of manslaughter. Accused pleaded not guilty and reserved his defence. He was committed for trial, bail of £100 being allowed. bbox=[917, 1139, 1104, 1233]
column-divider bbox=[309, 36, 310, 1636]
section-rule bbox=[929, 320, 1092, 321]
column-divider bbox=[610, 36, 611, 1636]
column-divider bbox=[156, 36, 157, 1636]
article-subhead: (By Electric Telegraph.—Copyright.) (United Press Association.) bbox=[479, 98, 589, 127]
article-paragraph: The above teams met yesterday, Manaia suffering their first defeat this season. In their first innings Okaiawa scored 23 (Barclay 9, Hughes 5) and in their second innings 79 (Hawke 11, B. Penny 20, Hinchman 9). Manaia were all out for 18 in the first innings and had lost four wickets for twenty runs at the call of time in their second innings. bbox=[160, 1408, 304, 1511]
article-paragraph: Melbourne, February 5. Mr Foster's letter on Canadian reciprocity sets out that Canada has already admitted British colonies, including the West Indies and the Dominions of New Zealand and South Africa to the advantages of the British preference, amounting to about thirty per cent. He states that it seems too bad that they were not previously able to arrange with Australia. Canada was anxious to obtain preferential treatment for her goods in return for substantial preference for Australian goods, with fine economic advantages of some of Australia's natural products. He asks Mr. Fisher to make proposals and recommendations to the Dominion Government. He adds: "Once preferential indulgences are added the steamship communications will be better, and the people will become more intimately acquainted and interested in each other." Should Mr. Fisher prefer the proposals to come from Canada he would be glad to frame suggestions, provided he is assured the Commonwealth is prepared to follow them to completion. bbox=[313, 680, 454, 978]
section-rule bbox=[22, 1653, 139, 1654]
article-headline: RIFLE SHOOTING. bbox=[179, 44, 285, 55]
article-paragraph: The Chinese will show him due courtesy, but not fealty and obedience. The Republic will supply a bodyguard. The present Palace staffs will be retained, and the Emperor will annually receive four million dollars (taels will be abolished when the currency is reformed). bbox=[917, 229, 1104, 286]
column-3 bbox=[313, 36, 454, 1766]
article-subhead: (Per Press Association.) bbox=[634, 646, 736, 656]
article-paragraph: For that hacking cough at night, take Tonking's Linseed Emulsion. From all chemists and stores—1s 6d, 2s 6d, 4s 6d.* bbox=[160, 1750, 304, 1788]
article-subhead: A MANSLAUGHTER CASE. bbox=[953, 1128, 1068, 1138]
article-subhead: A QUESTION OF COSTS. bbox=[27, 1658, 134, 1668]
section-rule bbox=[626, 1117, 744, 1118]
article-subhead: PREFERENCE TO THE OVERSEAS DOMINIONS. bbox=[631, 67, 739, 86]
article-paragraph: London, February 8. Lord Rothschild, speaking at Tring, said the first duty of the Unionists on regaining power would be to repeal the Parliament Act, reform the House of Lords, and suspend the insurance scheme until it had been amended in conformity with the wishes of the people. He disliked taxes on food, but at the time of such a trouble when Australia, Canada and South Africa would be able to supply all that were required it would be very tempting to give preference and send them more manufactured goods. bbox=[614, 140, 756, 289]
article-headline: CRICKET. bbox=[205, 1374, 259, 1386]
section-rule bbox=[929, 113, 1092, 114]
article-paragraph: For coughs and colds take Tonking's Linseed Emulsion; for coughing young children like it. From all chemists and stores—1s 6d, 2s 6d, 4s 6d.* bbox=[160, 1702, 304, 1749]
article-paragraph: After supper had been served in the Fire Brigade Hall, dancing was indulged in into the small hours of the morning—or, to be correct, till the smaller hours of the morning. The function was undoubtedly a most successful and enjoyable one, and the Club is to be congratulated on commencing so auspiciously this new era, with all its prospects of a brilliant future. bbox=[765, 1518, 908, 1621]
section-rule bbox=[325, 258, 442, 259]
article-subhead: OKAIAWA V. MANAIA "A." bbox=[177, 1397, 287, 1407]
article-headline: WHANCAMOMONA NOTES. bbox=[328, 992, 439, 1017]
article-paragraph: Mr Masters concluded his address with a word of praise to the executive for their skilful management and ready help. He congratulated the caretaker on the praiseworthy manner in which he had striven to make everything complete and referred to the excellence of the work done by the contractor Mr Joe Boon, and Mr John Leydon, who had been entrusted with the furnishing. bbox=[765, 874, 908, 986]
